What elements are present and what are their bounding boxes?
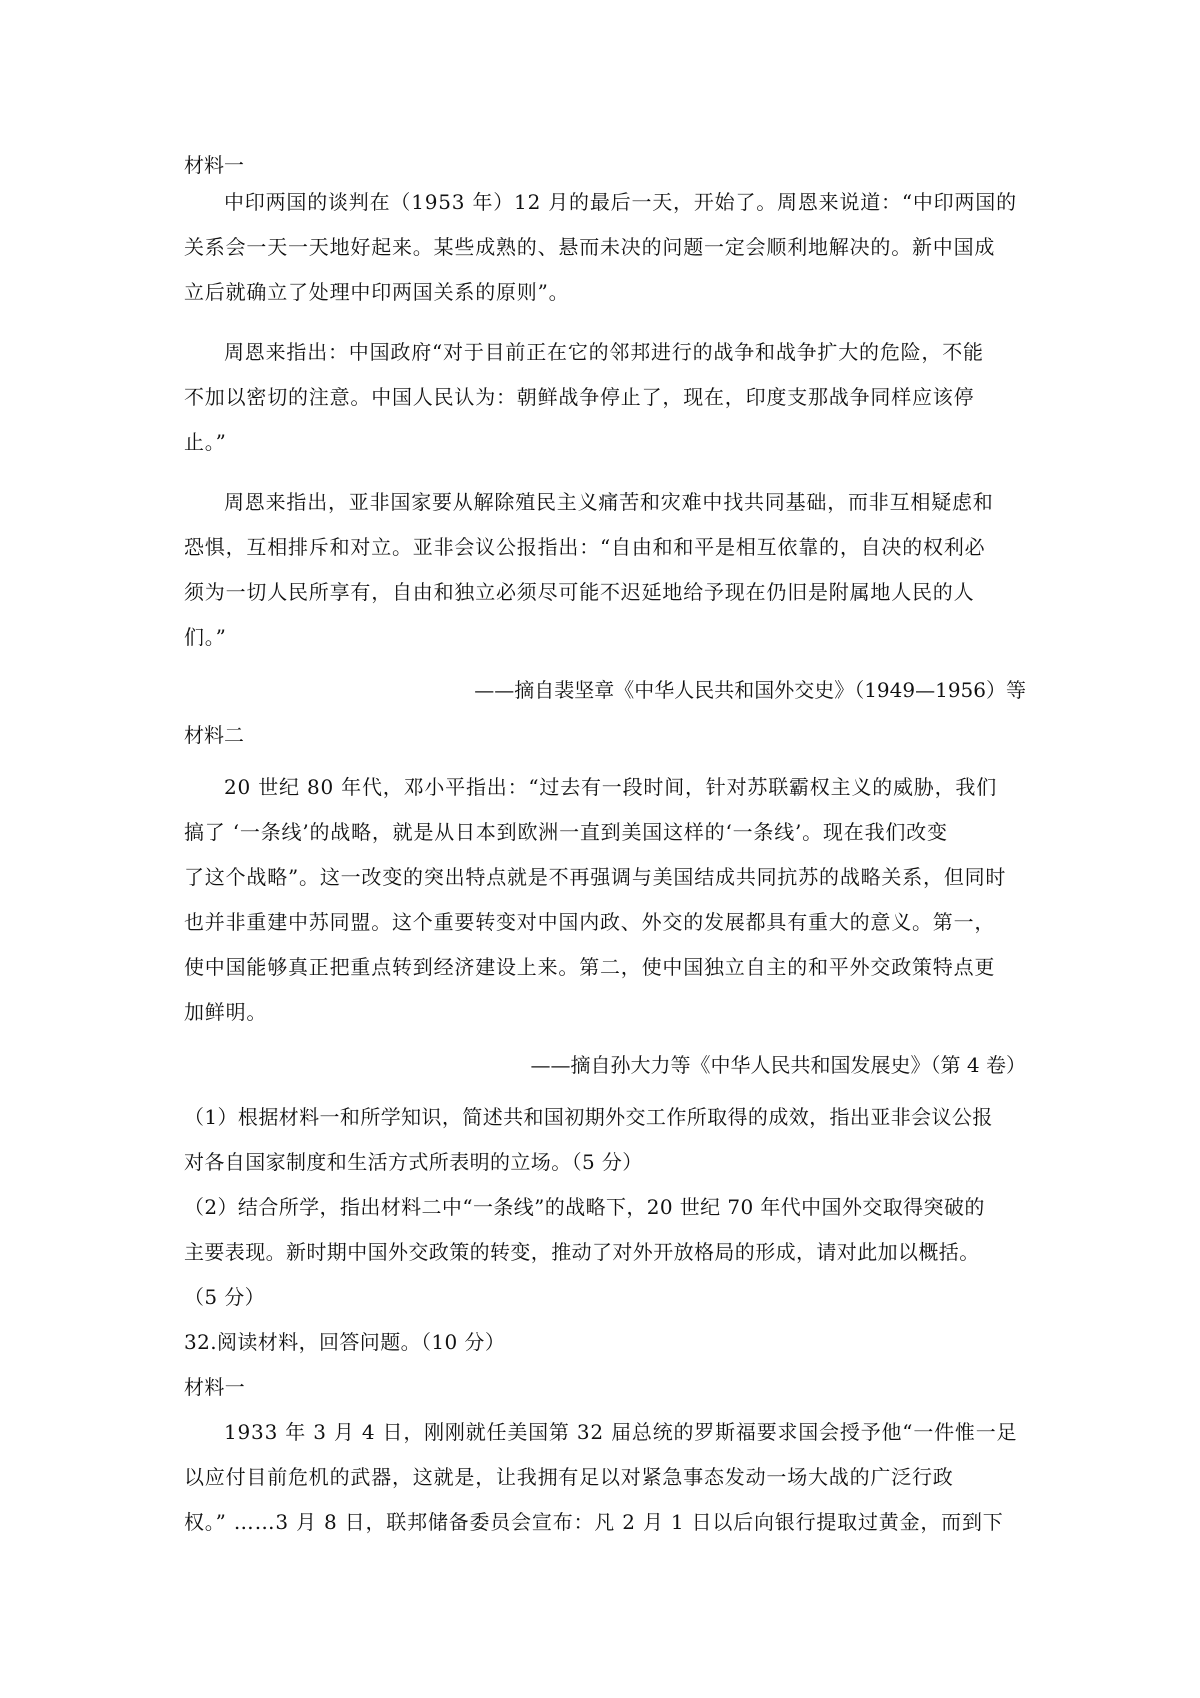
text-line: 关系会一天一天地好起来。某些成熟的、悬而未决的问题一定会顺利地解决的。新中国成	[184, 235, 996, 259]
text-line: 20 世纪 80 年代，邓小平指出：“过去有一段时间，针对苏联霸权主义的威胁，我们	[224, 775, 997, 799]
question-line: （2）结合所学，指出材料二中“一条线”的战略下，20 世纪 70 年代中国外交取得突破的	[184, 1195, 985, 1219]
text-line: 以应付目前危机的武器，这就是，让我拥有足以对紧急事态发动一场大战的广泛行政	[184, 1465, 954, 1489]
text-line: 周恩来指出：中国政府“对于目前正在它的邻邦进行的战争和战争扩大的危险，不能	[224, 340, 984, 364]
material-label: 材料一	[184, 1375, 246, 1399]
text-line: 恐惧，互相排斥和对立。亚非会议公报指出：“自由和和平是相互依靠的，自决的权利必	[184, 535, 986, 559]
text-line: 也并非重建中苏同盟。这个重要转变对中国内政、外交的发展都具有重大的意义。第一，	[184, 910, 996, 934]
citation: ——摘自孙大力等《中华人民共和国发展史》（第 4 卷）	[530, 1053, 1026, 1077]
question-line: 对各自国家制度和生活方式所表明的立场。（5 分）	[184, 1150, 643, 1174]
text-line: 不加以密切的注意。中国人民认为：朝鲜战争停止了，现在，印度支那战争同样应该停	[184, 385, 975, 409]
material-label: 材料一	[184, 153, 244, 177]
paragraph	[184, 480, 1026, 660]
question-32-heading: 32.阅读材料，回答问题。（10 分）	[184, 1330, 506, 1354]
question-2	[184, 1185, 1026, 1320]
question-line: （5 分）	[184, 1285, 266, 1309]
question-line: （1）根据材料一和所学知识，简述共和国初期外交工作所取得的成效，指出亚非会议公报	[184, 1105, 993, 1129]
question-line: 主要表现。新时期中国外交政策的转变，推动了对外开放格局的形成，请对此加以概括。	[184, 1240, 980, 1264]
question-1	[184, 1095, 1026, 1185]
text-line: 立后就确立了处理中印两国关系的原则”。	[184, 280, 570, 304]
text-line: 中印两国的谈判在（1953 年）12 月的最后一天，开始了。周恩来说道：“中印两国的	[224, 190, 1017, 214]
text-line: 们。”	[184, 625, 227, 649]
text-line: 使中国能够真正把重点转到经济建设上来。第二，使中国独立自主的和平外交政策特点更	[184, 955, 996, 979]
paragraph	[184, 330, 1026, 465]
text-line: 搞了 ‘一条线’的战略，就是从日本到欧洲一直到美国这样的‘一条线’。现在我们改变	[184, 820, 948, 844]
text-line: 了这个战略”。这一改变的突出特点就是不再强调与美国结成共同抗苏的战略关系，但同时	[184, 865, 1007, 889]
material-label: 材料二	[184, 723, 244, 747]
document-page	[184, 150, 1026, 1560]
paragraph	[184, 180, 1026, 315]
text-line: 加鲜明。	[184, 1000, 268, 1024]
text-line: 周恩来指出，亚非国家要从解除殖民主义痛苦和灾难中找共同基础，而非互相疑虑和	[224, 490, 994, 514]
paragraph	[184, 765, 1026, 1035]
text-line: 权。” ……3 月 8 日，联邦储备委员会宣布：凡 2 月 1 日以后向银行提取过黄金，而到下	[184, 1510, 1004, 1534]
citation: ——摘自裴坚章《中华人民共和国外交史》（1949—1956）等	[474, 678, 1026, 702]
text-line: 须为一切人民所享有，自由和独立必须尽可能不迟延地给予现在仍旧是附属地人民的人	[184, 580, 975, 604]
text-line: 止。”	[184, 430, 227, 454]
text-line: 1933 年 3 月 4 日，刚刚就任美国第 32 届总统的罗斯福要求国会授予他“一件惟一足	[224, 1420, 1018, 1444]
paragraph	[184, 1410, 1026, 1545]
